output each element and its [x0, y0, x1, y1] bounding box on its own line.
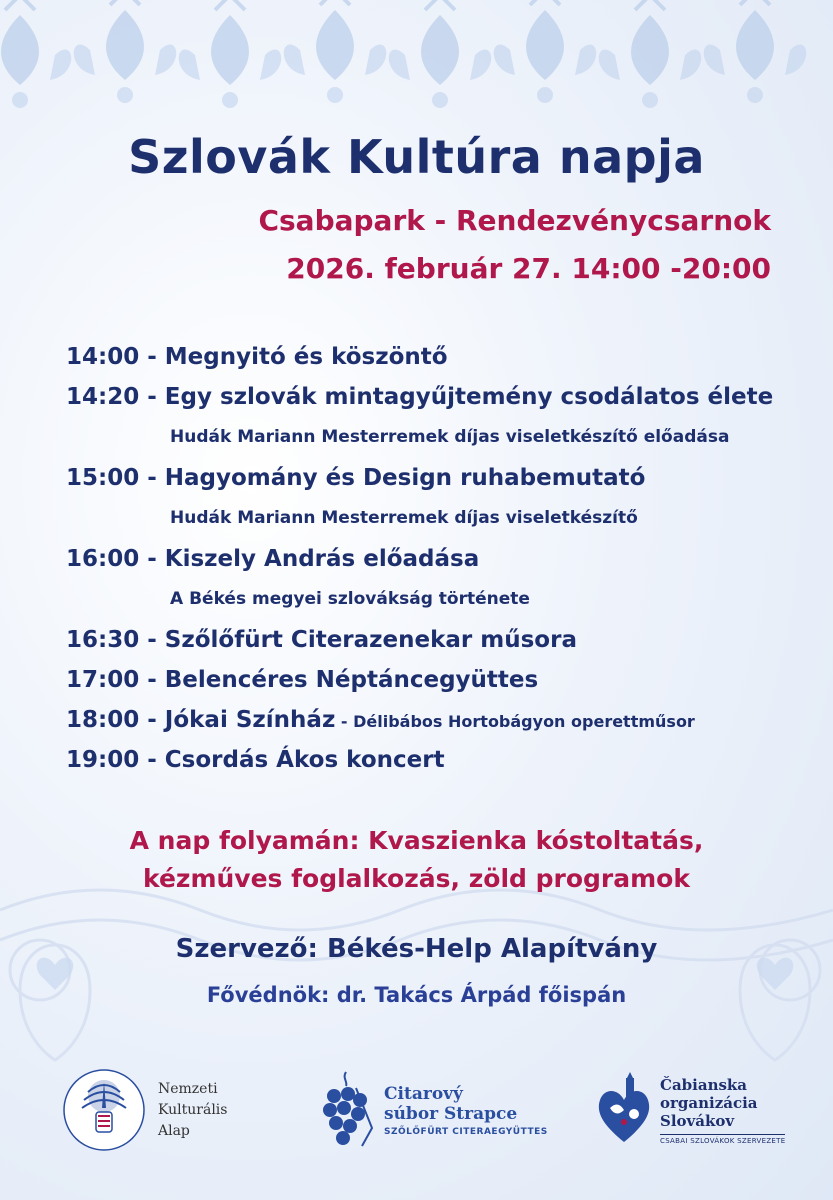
schedule-item-detail: Hudák Mariann Mesterremek díjas viseletkészítő előadása — [170, 427, 730, 447]
logo-text: Slovákov — [660, 1111, 735, 1130]
logo-text: Kulturális — [158, 1101, 228, 1118]
poster-title: Szlovák Kultúra napja — [128, 130, 705, 184]
logo-subtext: SZŐLŐFÜRT CITERAEGYÜTTES — [384, 1126, 548, 1137]
schedule-item: 14:20 - Egy szlovák mintagyűjtemény csodálatos élete — [66, 384, 774, 410]
logo-subtext: CSABAI SZLOVÁKOK SZERVEZETE — [660, 1134, 785, 1145]
folk-embroidery-top-decoration — [0, 0, 833, 110]
logo-text: Alap — [158, 1122, 190, 1139]
schedule-item-detail: Hudák Mariann Mesterremek díjas viseletkészítő — [170, 508, 638, 528]
cabianska-organizacia-logo — [596, 1060, 785, 1160]
schedule-item: 17:00 - Belencéres Néptáncegyüttes — [66, 667, 539, 693]
all-day-line: A nap folyamán: Kvaszienka kóstoltatás, — [129, 826, 704, 855]
logo-text: organizácia — [660, 1093, 758, 1112]
logo-text: Čabianska — [660, 1075, 748, 1094]
all-day-line: kézműves foglalkozás, zöld programok — [143, 864, 690, 893]
all-day-programs — [0, 822, 833, 898]
tree-icon — [62, 1068, 146, 1152]
logo-text: Nemzeti — [158, 1080, 218, 1097]
nka-logo — [62, 1060, 227, 1160]
schedule-item-note: - Délibábos Hortobágyon operettműsor — [335, 712, 695, 731]
patron: Fővédnök: dr. Takács Árpád főispán — [206, 983, 627, 1007]
organizer: Szervező: Békés-Help Alapítvány — [175, 934, 658, 964]
program-schedule — [66, 337, 796, 780]
schedule-item: 16:00 - Kiszely András előadása — [66, 546, 480, 572]
schedule-item: 19:00 - Csordás Ákos koncert — [66, 747, 445, 773]
schedule-item-detail: A Békés megyei szlovákság története — [170, 589, 530, 609]
grape-zither-icon — [316, 1068, 376, 1152]
schedule-item: 15:00 - Hagyomány és Design ruhabemutató — [66, 465, 646, 491]
heart-church-icon — [596, 1072, 652, 1148]
citarovy-subor-logo — [316, 1060, 548, 1160]
logo-text: súbor Strapce — [384, 1103, 518, 1124]
event-date: 2026. február 27. 14:00 -20:00 — [286, 252, 771, 285]
schedule-item: 18:00 - Jókai Színház - Délibábos Hortobágyon operettműsor — [66, 707, 695, 733]
venue: Csabapark - Rendezvénycsarnok — [258, 204, 771, 237]
schedule-item: 14:00 - Megnyitó és köszöntő — [66, 344, 448, 370]
schedule-item: 16:30 - Szőlőfürt Citerazenekar műsora — [66, 627, 577, 653]
logo-text: Citarový — [384, 1083, 463, 1104]
